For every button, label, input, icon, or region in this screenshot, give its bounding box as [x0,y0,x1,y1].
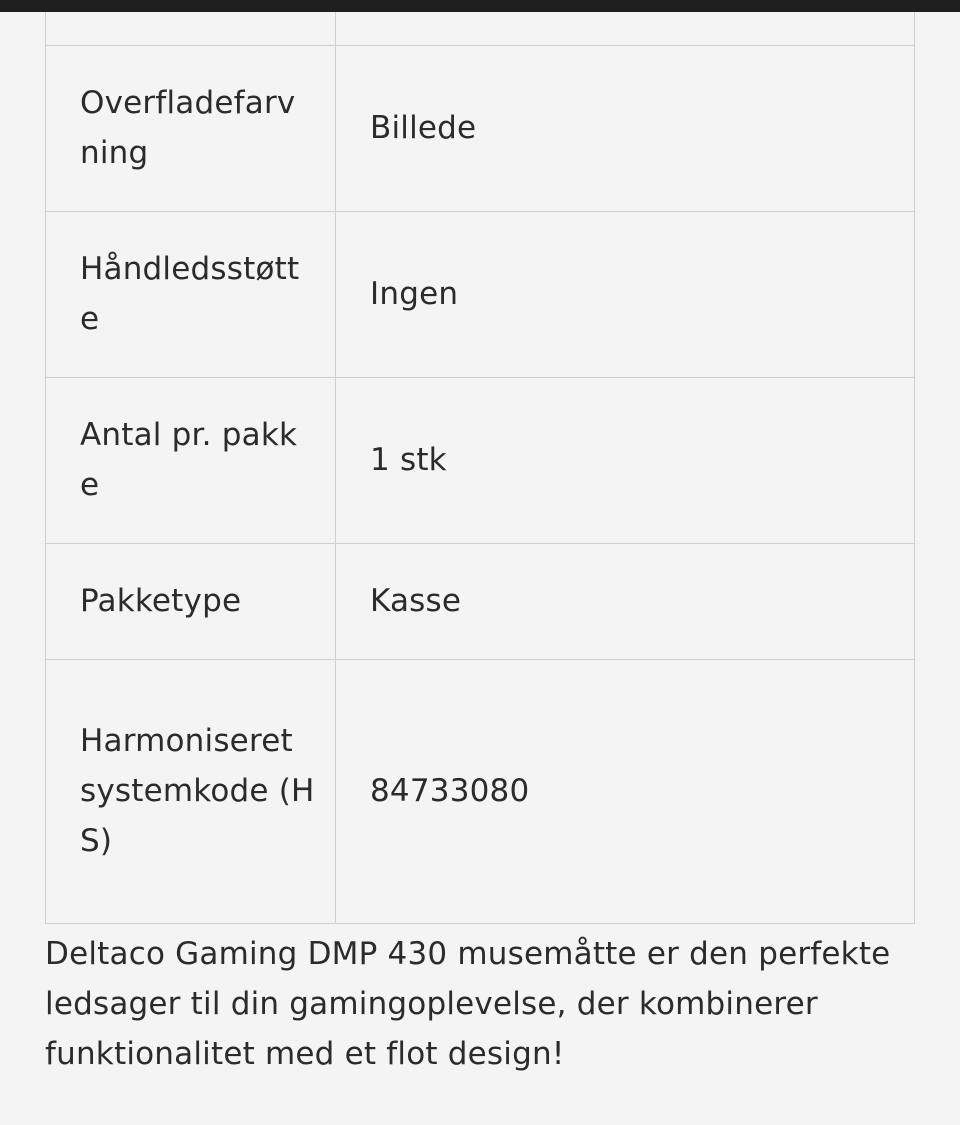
spec-key: Overfladefarvning [46,45,336,211]
spec-key: Pakketype [46,543,336,659]
table-row [46,377,915,543]
top-bar [0,0,960,12]
spec-key [46,12,336,45]
table-row [46,543,915,659]
spec-key: Håndledsstøtte [46,211,336,377]
spec-value: 1 stk [336,377,915,543]
table-row [46,45,915,211]
spec-value: 84733080 [336,659,915,923]
spec-value: Ingen [336,211,915,377]
spec-table [45,12,915,924]
table-row [46,211,915,377]
spec-value: Kasse [336,543,915,659]
table-row [46,12,915,45]
spec-value: Billede [336,45,915,211]
spec-key: Harmoniseret systemkode (HS) [46,659,336,923]
spec-value [336,12,915,45]
spec-key: Antal pr. pakke [46,377,336,543]
product-description: Deltaco Gaming DMP 430 musemåtte er den perfekte ledsager til din gamingoplevelse, der kombinerer funktionalitet med et flot design! [45,936,891,1072]
table-row [46,659,915,923]
